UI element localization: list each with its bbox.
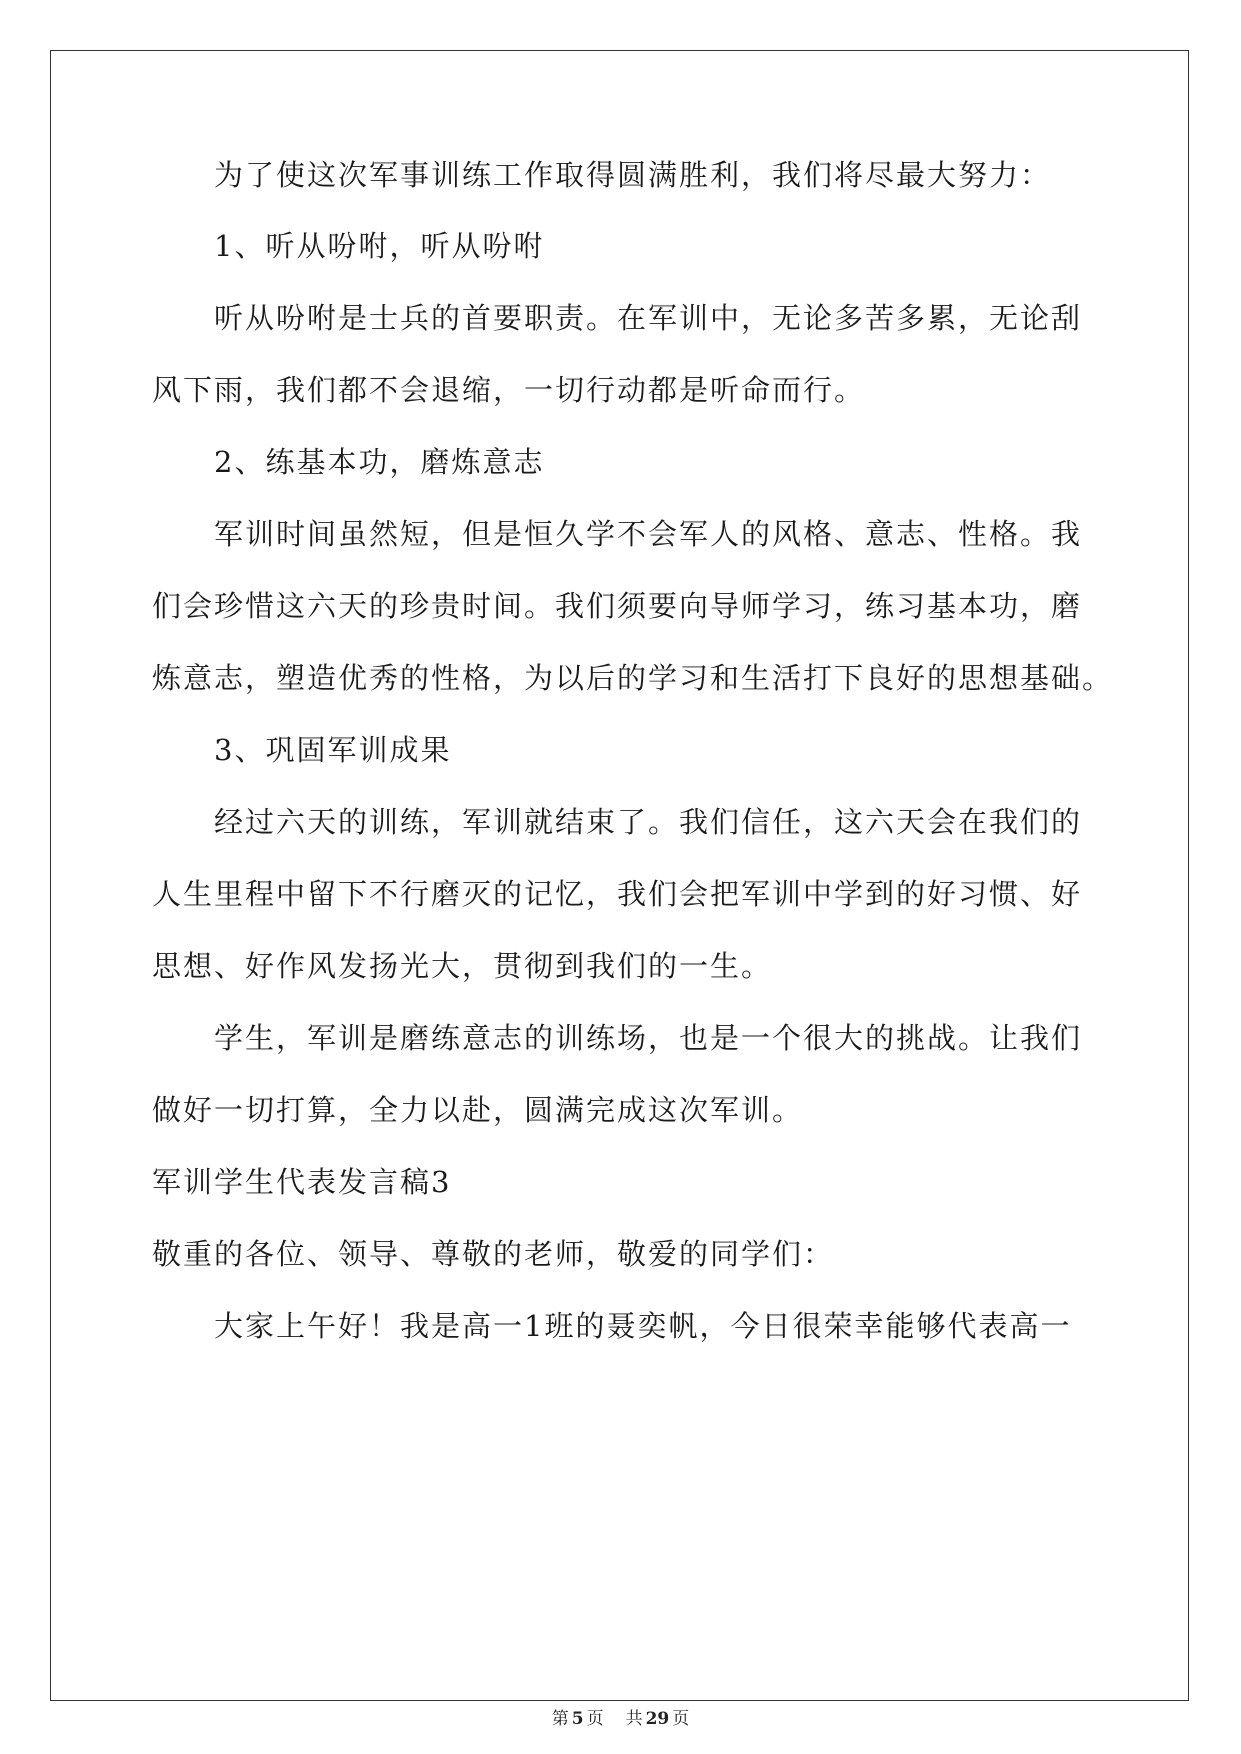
salutation: 敬重的各位、领导、尊敬的老师，敬爱的同学们：: [152, 1237, 835, 1271]
speech-title: 军训学生代表发言稿3: [152, 1165, 452, 1199]
section-heading-1: 1、听从吩咐，听从吩咐: [214, 229, 545, 263]
total-pages: 29: [645, 1709, 670, 1729]
section-heading-3: 3、巩固军训成果: [214, 733, 452, 767]
paragraph-line: 思想、好作风发扬光大，贯彻到我们的一生。: [152, 949, 773, 983]
paragraph-line: 为了使这次军事训练工作取得圆满胜利，我们将尽最大努力：: [214, 158, 1052, 192]
page-footer: [0, 1708, 1241, 1730]
paragraph-line: 炼意志，塑造优秀的性格，为以后的学习和生活打下良好的思想基础。: [152, 661, 1114, 695]
page-prefix: 第: [551, 1709, 569, 1729]
page-suffix: 页: [586, 1709, 604, 1729]
paragraph-line: 听从吩咐是士兵的首要职责。在军训中，无论多苦多累，无论刮: [214, 301, 1083, 335]
paragraph-line: 做好一切打算，全力以赴，圆满完成这次军训。: [152, 1093, 804, 1127]
paragraph-line: 军训时间虽然短，但是恒久学不会军人的风格、意志、性格。我: [214, 517, 1083, 551]
section-heading-2: 2、练基本功，磨炼意志: [214, 445, 545, 479]
paragraph-line: 人生里程中留下不行磨灭的记忆，我们会把军训中学到的好习惯、好: [152, 877, 1083, 911]
total-suffix: 页: [672, 1709, 690, 1729]
paragraph-line: 学生，军训是磨练意志的训练场，也是一个很大的挑战。让我们: [214, 1021, 1083, 1055]
paragraph-line: 风下雨，我们都不会退缩，一切行动都是听命而行。: [152, 373, 866, 407]
page-number: 5: [571, 1709, 584, 1729]
paragraph-line: 们会珍惜这六天的珍贵时间。我们须要向导师学习，练习基本功，磨: [152, 589, 1083, 623]
paragraph-line: 经过六天的训练，军训就结束了。我们信任，这六天会在我们的: [214, 805, 1083, 839]
total-prefix: 共: [625, 1709, 643, 1729]
paragraph-line: 大家上午好！我是高一1班的聂奕帆，今日很荣幸能够代表高一: [214, 1309, 1072, 1343]
